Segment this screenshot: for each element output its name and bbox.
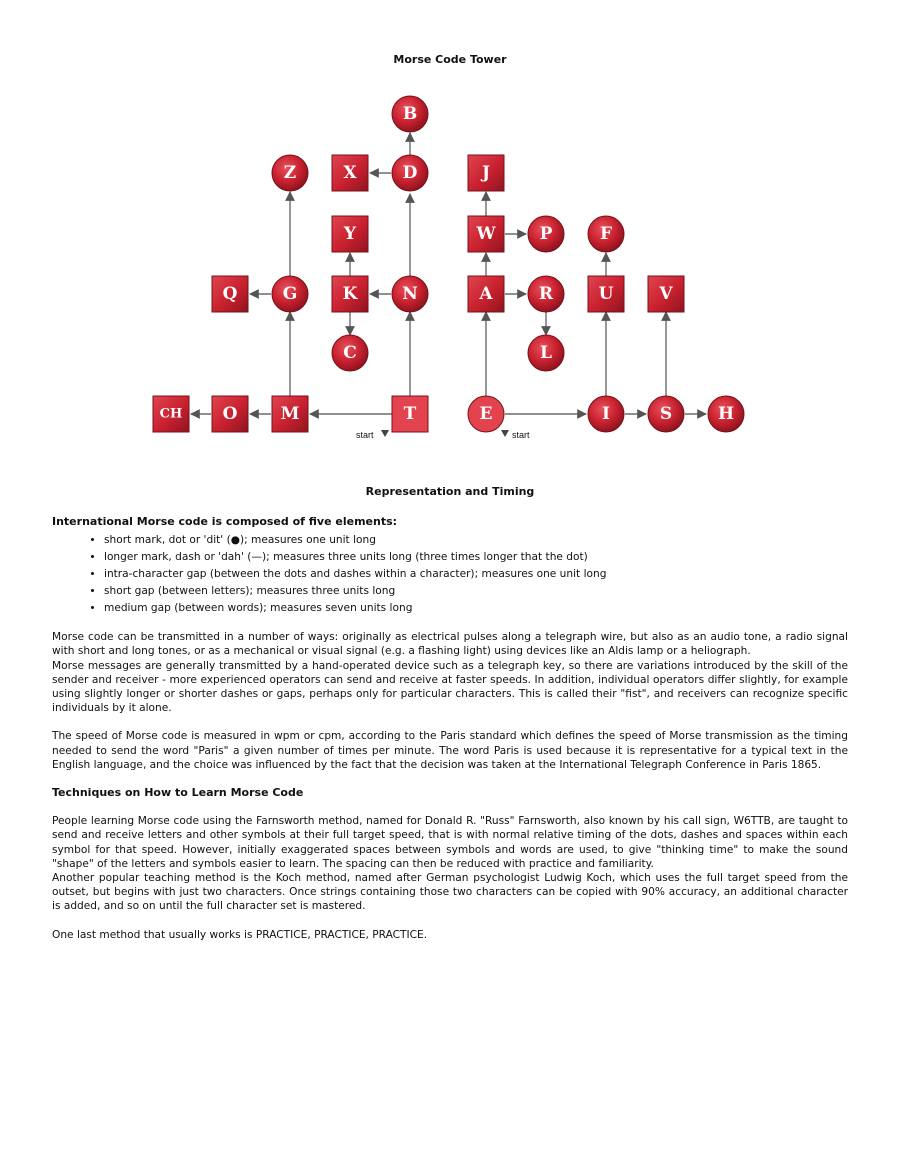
svg-text:K: K xyxy=(342,284,358,304)
list-item: • medium gap (between words); measures seven units long xyxy=(104,600,848,617)
diagram-title: Morse Code Tower xyxy=(393,53,507,66)
morse-code-tower-diagram xyxy=(0,80,900,450)
start-marker-t xyxy=(356,430,389,440)
svg-text:X: X xyxy=(343,163,357,183)
svg-text:W: W xyxy=(476,224,496,244)
node-k xyxy=(332,276,368,312)
node-h xyxy=(708,396,744,432)
list-item: • short gap (between letters); measures three units long xyxy=(104,583,848,600)
section-heading: Representation and Timing xyxy=(365,485,535,498)
svg-text:L: L xyxy=(540,343,552,363)
svg-text:R: R xyxy=(538,284,554,304)
svg-text:T: T xyxy=(403,404,417,424)
svg-text:B: B xyxy=(402,104,418,124)
node-x xyxy=(332,155,368,191)
node-i xyxy=(588,396,624,432)
svg-text:F: F xyxy=(599,224,613,244)
svg-text:E: E xyxy=(479,404,493,424)
elements-list xyxy=(52,532,848,617)
node-q xyxy=(212,276,248,312)
node-b xyxy=(392,96,428,132)
node-t xyxy=(392,396,428,432)
start-marker-e xyxy=(501,430,530,440)
node-e xyxy=(468,396,504,432)
node-v xyxy=(648,276,684,312)
svg-text:A: A xyxy=(479,284,493,304)
paragraph-koch: Another popular teaching method is the Koch method, named after German psychologist Ludwig Koch, which uses the full target speed from the outset, but begins with just two characters. Once strings containing those two characters can be copied with 90% accuracy, an additional character is added, and so on until the full character set is mastered. xyxy=(52,872,848,913)
node-d xyxy=(392,155,428,191)
node-c xyxy=(332,335,368,371)
svg-text:S: S xyxy=(659,404,673,424)
node-a xyxy=(468,276,504,312)
paragraph-operators: Morse messages are generally transmitted by a hand-operated device such as a telegraph key, so there are variations introduced by the skill of the sender and receiver - more experienced operators can send and receive at faster speeds. In addition, individual operators differ slightly, for example using slightly longer or shorter dashes or gaps, perhaps only for particular characters. This is called their "fist", and receivers can recognize specific individuals by it alone. xyxy=(52,659,848,715)
paragraph-transmission: Morse code can be transmitted in a number of ways: originally as electrical pulses along a telegraph wire, but also as an audio tone, a radio signal with short and long tones, or as a mechanical or visual signal (e.g. a flashing light) using devices like an Aldis lamp or a heliograph. xyxy=(52,631,848,658)
svg-text:D: D xyxy=(402,163,418,183)
svg-text:P: P xyxy=(539,224,553,244)
node-p xyxy=(528,216,564,252)
node-y xyxy=(332,216,368,252)
node-ch xyxy=(153,396,189,432)
svg-text:Q: Q xyxy=(222,284,238,304)
svg-text:H: H xyxy=(717,404,735,424)
node-n xyxy=(392,276,428,312)
svg-text:O: O xyxy=(222,404,238,424)
elements-heading: International Morse code is composed of five elements: xyxy=(52,515,398,528)
node-l xyxy=(528,335,564,371)
svg-text:N: N xyxy=(402,284,418,304)
svg-text:U: U xyxy=(598,284,614,304)
svg-text:I: I xyxy=(602,404,610,424)
node-f xyxy=(588,216,624,252)
svg-text:CH: CH xyxy=(159,406,183,422)
list-item: • longer mark, dash or 'dah' (—); measures three units long (three times longer that the dot) xyxy=(104,549,848,566)
list-item: • intra-character gap (between the dots and dashes within a character); measures one unit long xyxy=(104,566,848,583)
list-item: • short mark, dot or 'dit' (●); measures one unit long xyxy=(104,532,848,549)
svg-text:start: start xyxy=(356,430,374,440)
learn-heading: Techniques on How to Learn Morse Code xyxy=(52,786,304,800)
node-m xyxy=(272,396,308,432)
svg-text:C: C xyxy=(343,343,357,363)
node-o xyxy=(212,396,248,432)
svg-text:M: M xyxy=(280,404,300,424)
paragraph-farnsworth: People learning Morse code using the Farnsworth method, named for Donald R. "Russ" Farnsworth, also known by his call sign, W6TTB, are taught to send and receive letters and other symbols at their full target speed, that is with normal relative timing of the dots, dashes and spaces within each symbol for that speed. However, initially exaggerated spaces between symbols and words are used, to give "thinking time" to make the sound "shape" of the letters and symbols easier to learn. The spacing can then be reduced with practice and familiarity. xyxy=(52,815,848,870)
node-z xyxy=(272,155,308,191)
node-s xyxy=(648,396,684,432)
svg-text:Y: Y xyxy=(343,224,357,244)
node-u xyxy=(588,276,624,312)
svg-text:G: G xyxy=(282,284,298,304)
paragraph-practice: One last method that usually works is PRACTICE, PRACTICE, PRACTICE. xyxy=(52,928,428,941)
svg-text:V: V xyxy=(659,284,673,304)
svg-text:start: start xyxy=(512,430,530,440)
svg-text:J: J xyxy=(481,163,491,183)
paragraph-speed: The speed of Morse code is measured in wpm or cpm, according to the Paris standard which defines the speed of Morse transmission as the timing needed to send the word "Paris" a given number of times per minute. The word Paris is used because it is representative for a typical text in the English language, and the choice was influenced by the fact that the decision was taken at the International Telegraph Conference in Paris 1865. xyxy=(52,730,848,771)
node-r xyxy=(528,276,564,312)
article-body xyxy=(52,515,848,942)
node-j xyxy=(468,155,504,191)
node-g xyxy=(272,276,308,312)
svg-text:Z: Z xyxy=(283,163,297,183)
node-w xyxy=(468,216,504,252)
